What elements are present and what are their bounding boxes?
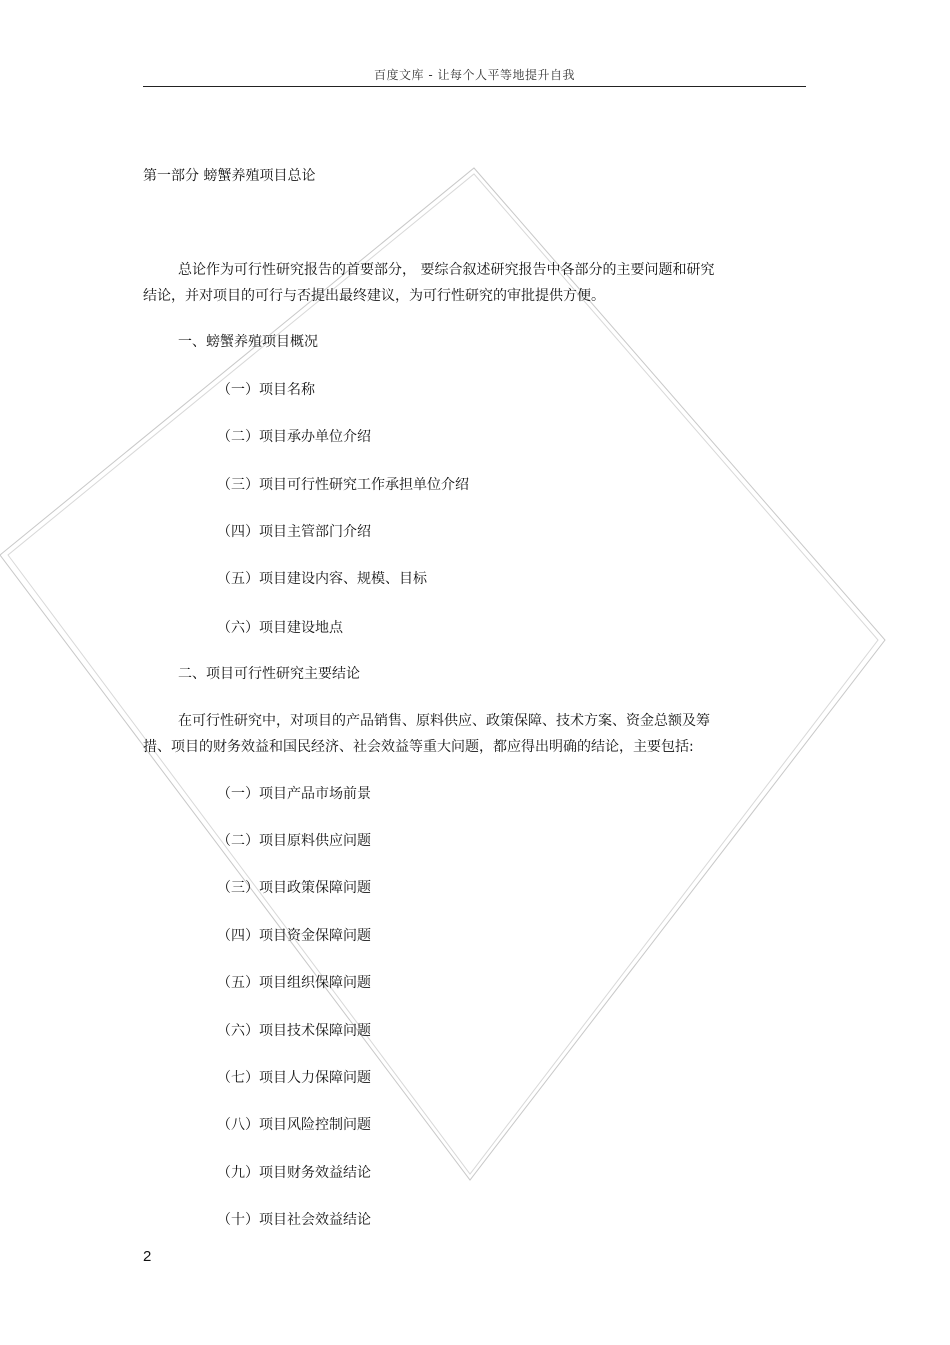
section1-heading: 一、螃蟹养殖项目概况 (178, 334, 318, 350)
section1-item: （五）项目建设内容、规模、目标 (217, 571, 427, 587)
section1-item: （三）项目可行性研究工作承担单位介绍 (217, 477, 469, 493)
section2-para-line-2: 措、项目的财务效益和国民经济、社会效益等重大问题，都应得出明确的结论，主要包括: (143, 739, 694, 755)
section2-para-line-1: 在可行性研究中，对项目的产品销售、原料供应、政策保障、技术方案、资金总额及筹 (178, 713, 710, 729)
section2-item: （七）项目人力保障问题 (217, 1070, 371, 1086)
section1-item: （一）项目名称 (217, 382, 315, 398)
section2-item: （九）项目财务效益结论 (217, 1165, 371, 1181)
section1-item: （四）项目主管部门介绍 (217, 524, 371, 540)
section2-item: （八）项目风险控制问题 (217, 1117, 371, 1133)
section1-item: （六）项目建设地点 (217, 620, 343, 636)
section2-heading: 二、项目可行性研究主要结论 (178, 666, 360, 682)
section2-item: （三）项目政策保障问题 (217, 880, 371, 896)
intro-line-2: 结论，并对项目的可行与否提出最终建议，为可行性研究的审批提供方便。 (143, 288, 605, 304)
header-rule (143, 86, 806, 87)
section2-item: （二）项目原料供应问题 (217, 833, 371, 849)
section2-item: （十）项目社会效益结论 (217, 1212, 371, 1228)
page-number: 2 (143, 1248, 152, 1265)
section2-item: （五）项目组织保障问题 (217, 975, 371, 991)
section2-item: （一）项目产品市场前景 (217, 786, 371, 802)
part-title: 第一部分 螃蟹养殖项目总论 (143, 168, 316, 184)
page-header: 百度文库 - 让每个人平等地提升自我 (374, 68, 575, 82)
section2-item: （四）项目资金保障问题 (217, 928, 371, 944)
intro-line-1: 总论作为可行性研究报告的首要部分， 要综合叙述研究报告中各部分的主要问题和研究 (178, 262, 715, 278)
section2-item: （六）项目技术保障问题 (217, 1023, 371, 1039)
section1-item: （二）项目承办单位介绍 (217, 429, 371, 445)
